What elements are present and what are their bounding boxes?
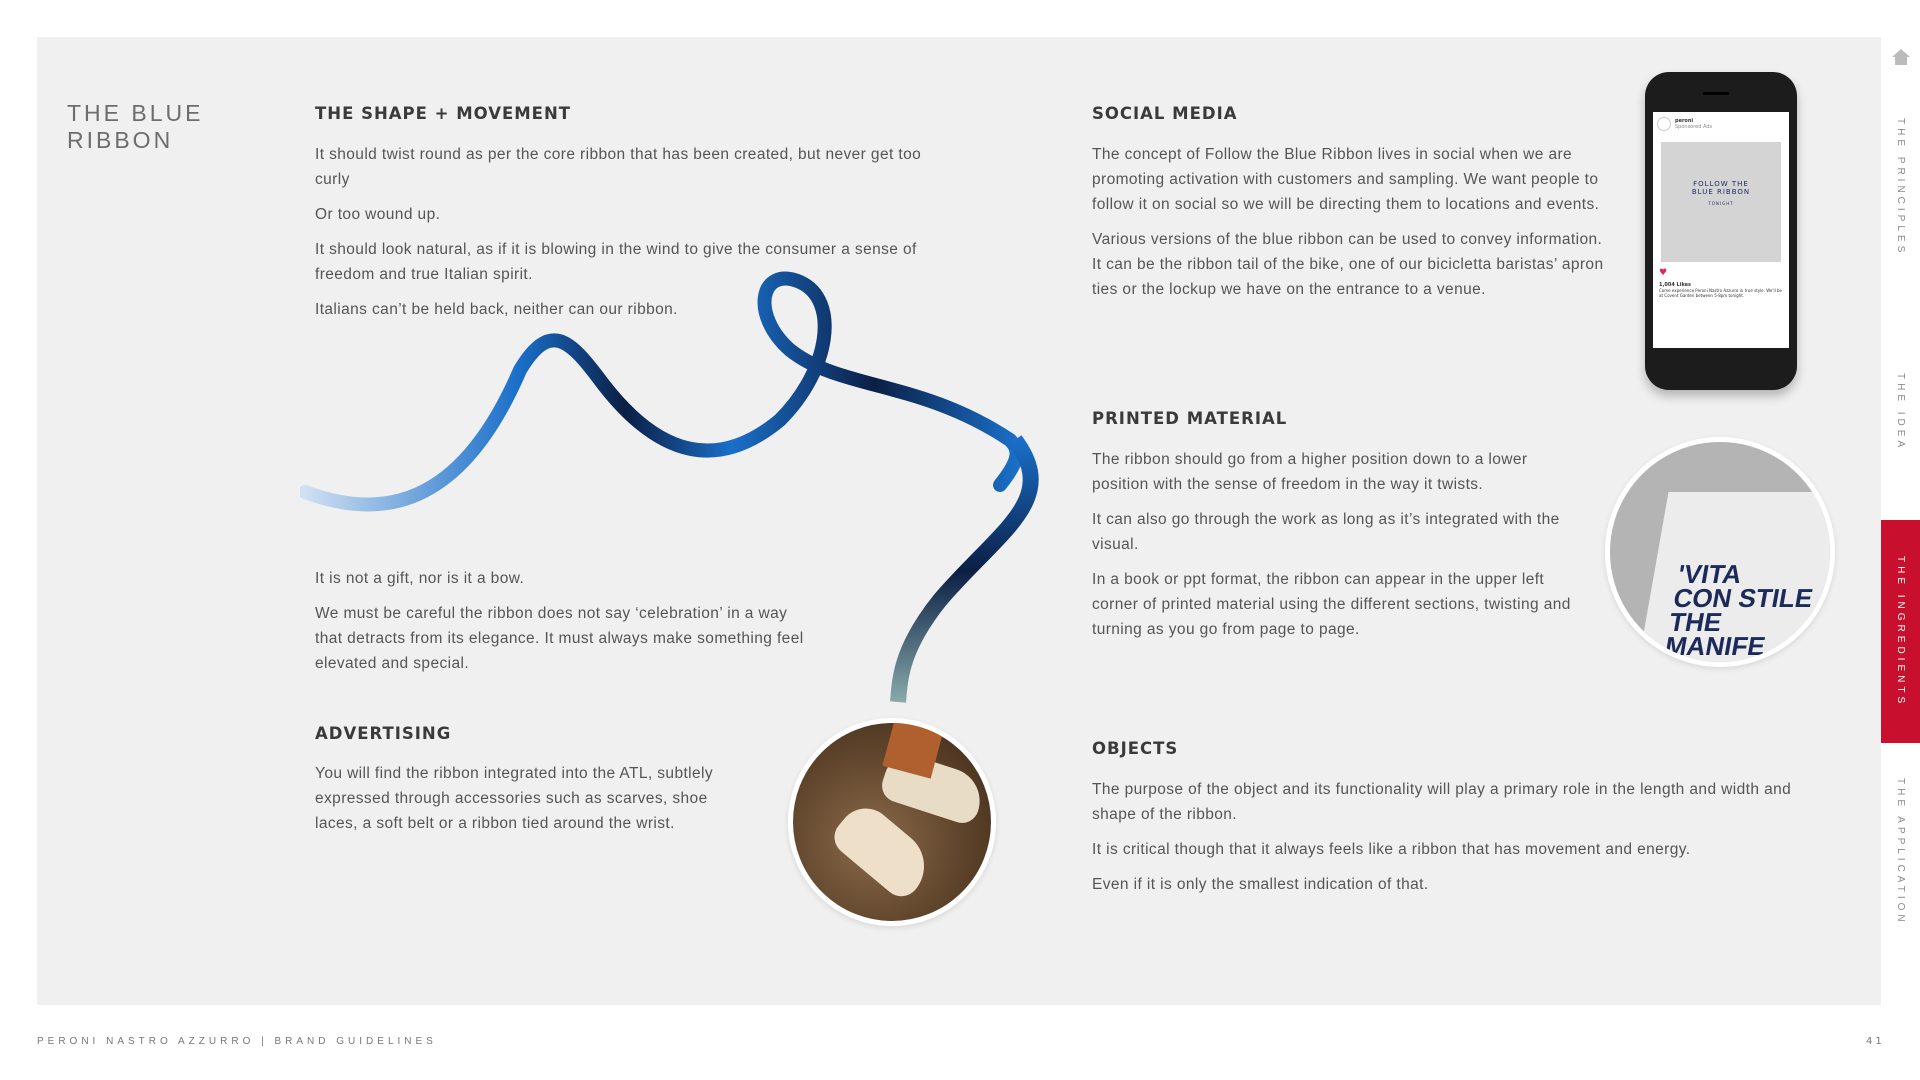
paragraph: The ribbon should go from a higher position down to a lower position with the sense of freedom in the way it twists.	[1092, 451, 1528, 493]
phone-screen	[1653, 112, 1789, 348]
paragraph: Even if it is only the smallest indication of that.	[1092, 876, 1429, 893]
objects-body	[1092, 777, 1812, 907]
section-nav	[1881, 37, 1920, 1005]
paragraph: The purpose of the object and its functionality will play a primary role in the length and width and shape of the ribbon.	[1092, 781, 1792, 823]
shoe-shape	[827, 797, 939, 903]
post-caption: Come experience Peroni Nastro Azzurro in true style. We'll be at Covent Garden between 5-8pm tonight.	[1659, 288, 1782, 298]
nav-item-application[interactable]	[1881, 772, 1920, 932]
social-body	[1092, 142, 1612, 312]
nav-item-idea[interactable]	[1881, 362, 1920, 462]
print-text: MANIFE	[1662, 631, 1768, 661]
print-text: 'VITA	[1675, 559, 1745, 589]
page-number: 41	[1866, 1036, 1885, 1047]
advertising-body	[315, 761, 715, 846]
printed-image	[1605, 437, 1835, 667]
print-text: CON STILE	[1671, 583, 1816, 613]
paragraph: Italians can’t be held back, neither can our ribbon.	[315, 301, 678, 318]
printed-page	[1631, 492, 1835, 667]
paragraph: It should twist round as per the core ribbon that has been created, but never get too curly	[315, 146, 922, 188]
social-heading: SOCIAL MEDIA	[1092, 104, 1238, 123]
nav-label: THE APPLICATION	[1895, 778, 1906, 926]
avatar	[1657, 117, 1671, 131]
paragraph: It should look natural, as if it is blowing in the wind to give the consumer a sense of freedom and true Italian spirit.	[315, 241, 917, 283]
paragraph: It can also go through the work as long as it’s integrated with the visual.	[1092, 511, 1560, 553]
post-tag: TONIGHT	[1708, 201, 1734, 206]
paragraph: It is critical though that it always feels like a ribbon that has movement and energy.	[1092, 841, 1691, 858]
shoes-image	[788, 718, 996, 926]
paragraph: We must be careful the ribbon does not say ‘celebration’ in a way that detracts from its elegance. It must always make something feel elevated and special.	[315, 605, 804, 672]
post-likes: 1,004 Likes	[1659, 282, 1692, 288]
home-icon-body	[1895, 57, 1907, 65]
objects-heading: OBJECTS	[1092, 739, 1179, 758]
home-icon[interactable]	[1892, 49, 1910, 57]
post-image	[1661, 142, 1781, 262]
paragraph: It is not a gift, nor is it a bow.	[315, 570, 525, 587]
heart-icon: ♥	[1659, 268, 1668, 278]
footer-brand: PERONI NASTRO AZZURRO | BRAND GUIDELINES	[37, 1036, 437, 1047]
post-account: peroni	[1675, 118, 1694, 124]
post-headline: FOLLOW THE	[1693, 180, 1749, 188]
paragraph: You will find the ribbon integrated into the ATL, subtlely expressed through accessories such as scarves, shoe laces, a soft belt or a ribbon tied around the wrist.	[315, 765, 714, 832]
nav-label: THE IDEA	[1895, 372, 1906, 452]
phone-speaker	[1703, 92, 1729, 95]
nav-item-principles[interactable]	[1881, 117, 1920, 257]
print-text: THE	[1666, 607, 1725, 637]
nav-label: THE PRINCIPLES	[1895, 117, 1906, 257]
paragraph: Various versions of the blue ribbon can be used to convey information. It can be the ribbon tail of the bike, one of our bicicletta baristas’ apron ties or the lockup we have on the entrance to a venue.	[1092, 231, 1604, 298]
paragraph: In a book or ppt format, the ribbon can appear in the upper left corner of printed material using the different sections, twisting and turning as you go from page to page.	[1092, 571, 1571, 638]
advertising-heading: ADVERTISING	[315, 724, 452, 743]
page-title	[67, 100, 203, 154]
shape-body-2	[315, 566, 815, 686]
printed-body	[1092, 447, 1572, 652]
post-headline: BLUE RIBBON	[1691, 188, 1751, 196]
phone-mockup	[1645, 72, 1797, 390]
post-sub: Sponsored Ads	[1675, 124, 1713, 130]
title-line: RIBBON	[67, 127, 174, 153]
printed-heading: PRINTED MATERIAL	[1092, 409, 1288, 428]
paragraph: The concept of Follow the Blue Ribbon lives in social when we are promoting activation with customers and sampling. We want people to follow it on social so we will be directing them to locations and events.	[1092, 146, 1600, 213]
paragraph: Or too wound up.	[315, 206, 441, 223]
title-line: THE BLUE	[67, 100, 204, 126]
shape-heading: THE SHAPE + MOVEMENT	[315, 104, 572, 123]
nav-label: THE INGREDIENTS	[1895, 555, 1906, 708]
nav-item-ingredients[interactable]	[1881, 520, 1920, 743]
